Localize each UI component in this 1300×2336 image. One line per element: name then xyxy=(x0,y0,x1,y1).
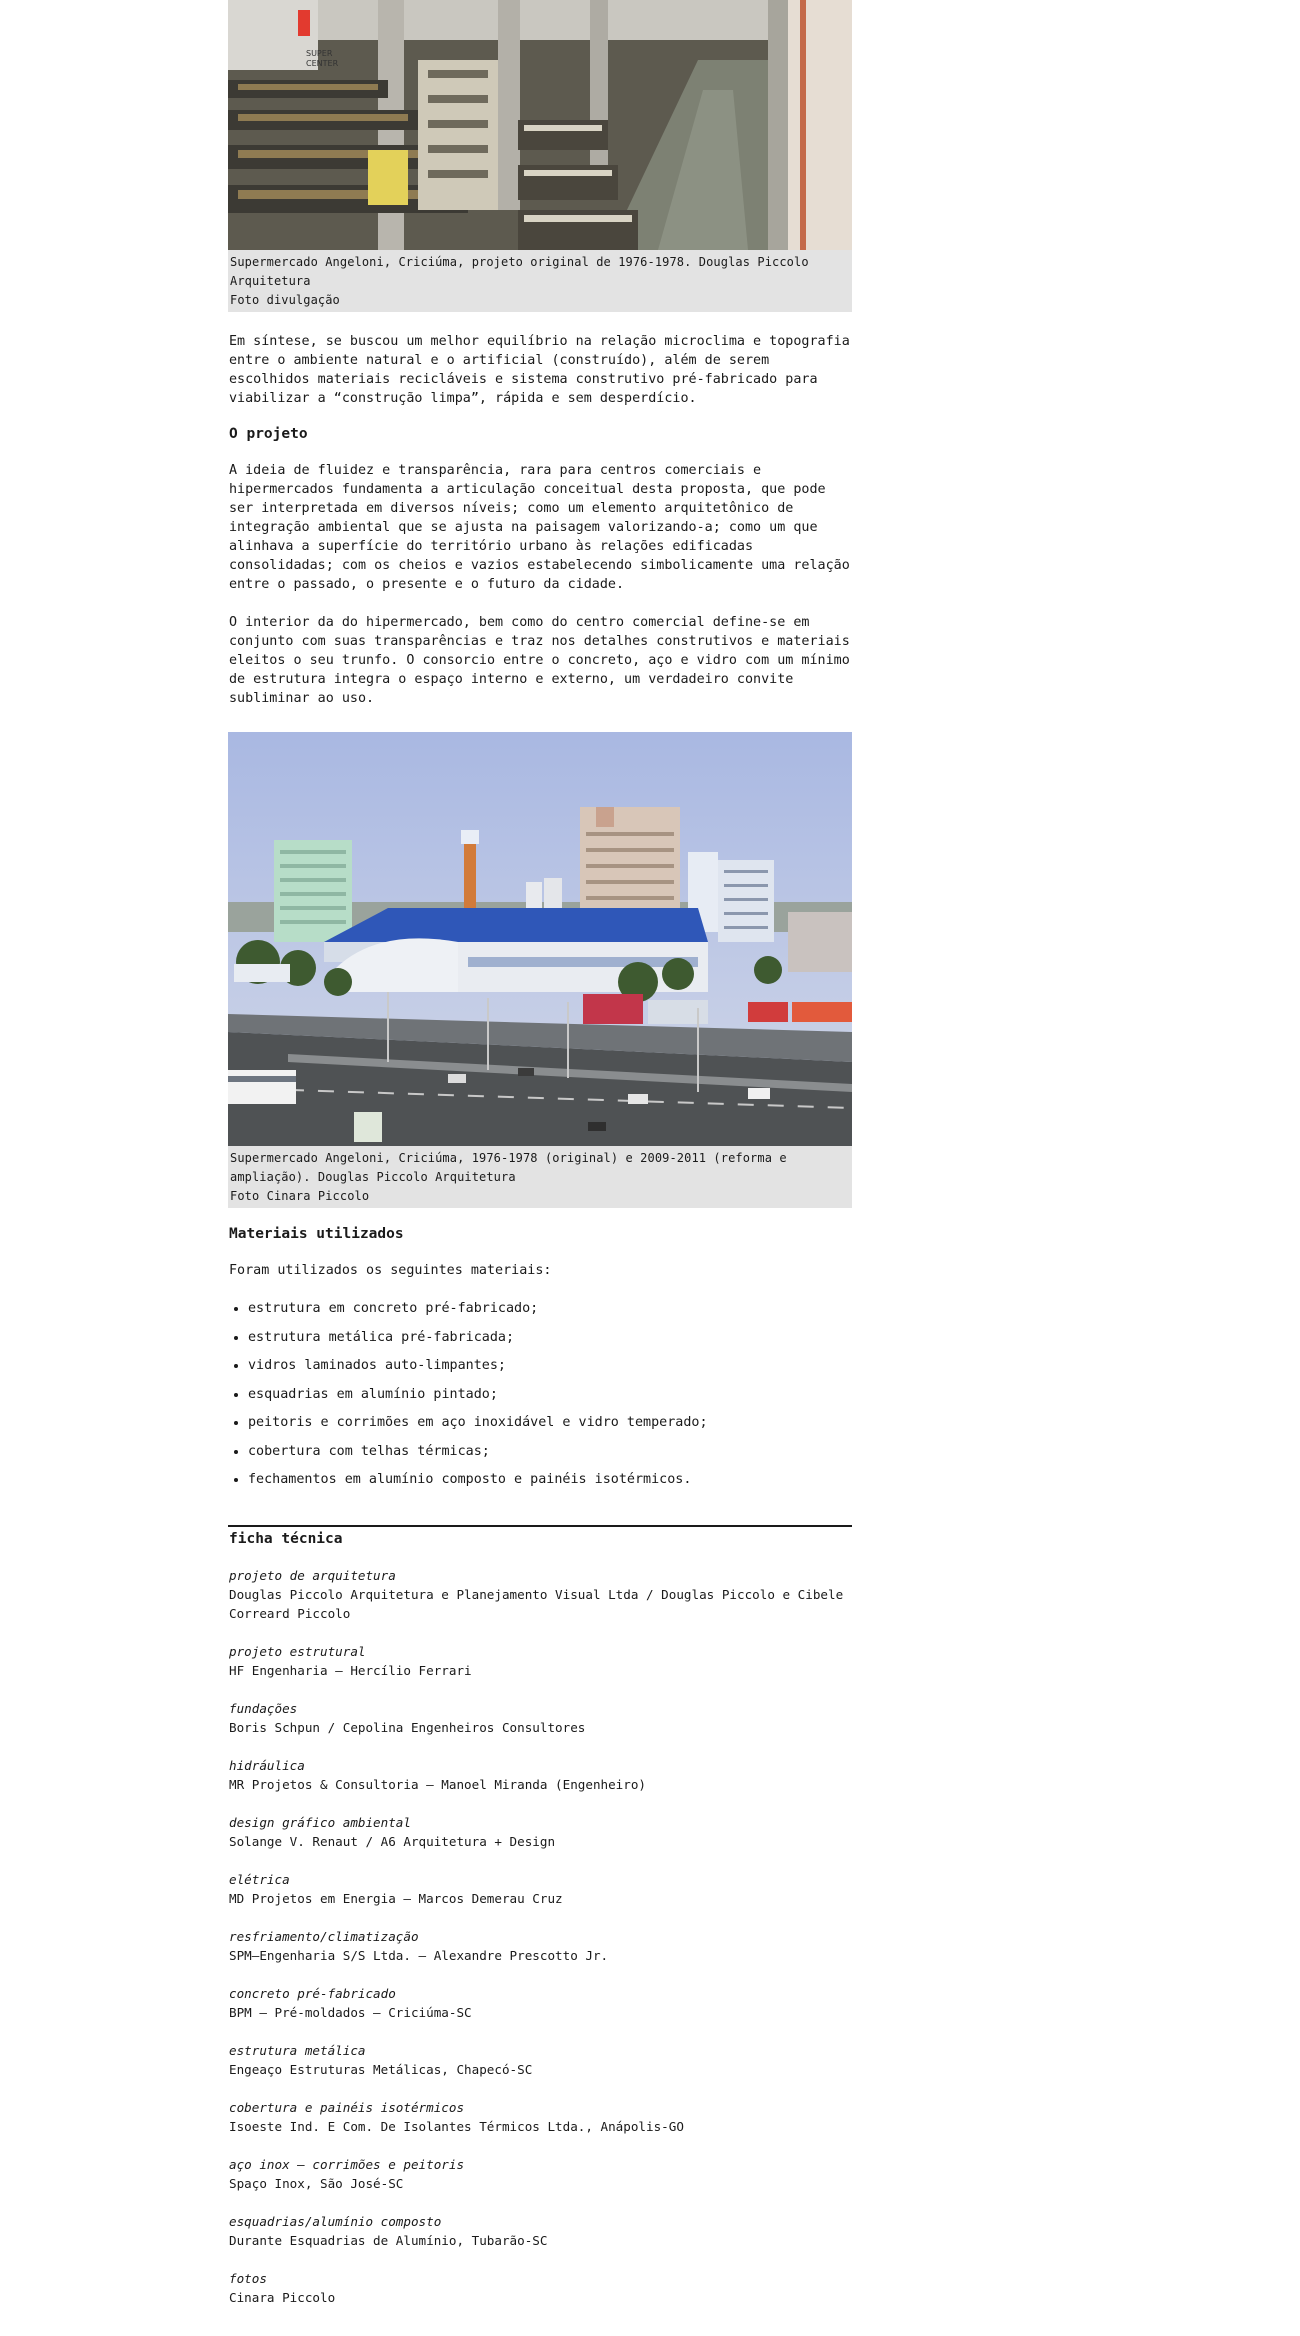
credit-entry xyxy=(228,1984,852,2022)
ficha-title: ficha técnica xyxy=(229,1530,343,1547)
credit-value: Durante Esquadrias de Alumínio, Tubarão-SC xyxy=(229,2232,548,2248)
credit-value: Solange V. Renaut / A6 Arquitetura + Design xyxy=(229,1833,556,1849)
list-item: • estrutura metálica pré-fabricada; xyxy=(248,1328,852,1347)
article-column xyxy=(228,0,852,2307)
credit-entry xyxy=(228,2098,852,2136)
credit-entry xyxy=(228,2155,852,2193)
credit-entry xyxy=(228,1699,852,1737)
svg-text:CENTER: CENTER xyxy=(306,59,339,68)
list-item: • estrutura em concreto pré-fabricado; xyxy=(248,1299,852,1318)
credit-role: cobertura e painéis isotérmicos xyxy=(229,2099,465,2115)
credit-value: MD Projetos em Energia – Marcos Demerau Cruz xyxy=(229,1890,563,1906)
credit-entry xyxy=(228,1870,852,1908)
credit-value: Engeaço Estruturas Metálicas, Chapecó-SC xyxy=(229,2061,533,2077)
credit-value: HF Engenharia – Hercílio Ferrari xyxy=(229,1662,472,1678)
credit-entry xyxy=(228,1566,852,1623)
credit-value: BPM – Pré-moldados – Criciúma-SC xyxy=(229,2004,472,2020)
list-item: • fechamentos em alumínio composto e painéis isotérmicos. xyxy=(248,1470,852,1489)
materials-intro: Foram utilizados os seguintes materiais: xyxy=(229,1263,552,1278)
photo1-caption-text: Supermercado Angeloni, Criciúma, projeto original de 1976-1978. Douglas Piccolo Arquitetura xyxy=(230,255,809,288)
credit-role: estrutura metálica xyxy=(229,2042,366,2058)
interior-illustration xyxy=(228,0,852,250)
svg-text:SUPER: SUPER xyxy=(306,49,333,58)
credit-entry xyxy=(228,1756,852,1794)
credit-role: fundações xyxy=(229,1700,298,1716)
credit-value: Spaço Inox, São José-SC xyxy=(229,2175,404,2191)
credit-value: Douglas Piccolo Arquitetura e Planejamento Visual Ltda / Douglas Piccolo e Cibele Correard Piccolo xyxy=(229,1586,844,1621)
list-item: • peitoris e corrimões em aço inoxidável e vidro temperado; xyxy=(248,1413,852,1432)
photo2-caption xyxy=(228,1146,852,1208)
credit-entry xyxy=(228,1927,852,1965)
supermarket-interior-photo xyxy=(228,0,852,250)
ficha-credits xyxy=(228,1566,852,2307)
list-item: • cobertura com telhas térmicas; xyxy=(248,1442,852,1461)
credit-role: esquadrias/alumínio composto xyxy=(229,2213,442,2229)
credit-value: SPM–Engenharia S/S Ltda. – Alexandre Prescotto Jr. xyxy=(229,1947,609,1963)
photo2-caption-credit: Foto Cinara Piccolo xyxy=(230,1189,370,1203)
photo1-caption xyxy=(228,250,852,312)
credit-entry xyxy=(228,2041,852,2079)
list-item: • vidros laminados auto-limpantes; xyxy=(248,1356,852,1375)
section-heading-projeto: O projeto xyxy=(229,426,308,442)
projeto-paragraph-2: O interior da do hipermercado, bem como do centro comercial define-se em conjunto com suas transparências e traz nos detalhes construtivos e materiais eleitos o seu trunfo. O consorcio entre o concreto, aço e vidro com um mínimo de estrutura integra o espaço interno e externo, um verdadeiro convite subliminar ao uso. xyxy=(229,615,850,706)
credit-value: Isoeste Ind. E Com. De Isolantes Térmicos Ltda., Anápolis-GO xyxy=(229,2118,684,2134)
credit-entry xyxy=(228,2212,852,2250)
list-item: • esquadrias em alumínio pintado; xyxy=(248,1385,852,1404)
credit-entry xyxy=(228,2269,852,2307)
credit-value: Boris Schpun / Cepolina Engenheiros Consultores xyxy=(229,1719,586,1735)
credit-role: elétrica xyxy=(229,1871,290,1887)
credit-role: hidráulica xyxy=(229,1757,305,1773)
credit-value: Cinara Piccolo xyxy=(229,2289,336,2305)
photo2-caption-text: Supermercado Angeloni, Criciúma, 1976-1978 (original) e 2009-2011 (reforma e ampliação). Douglas Piccolo Arquitetura xyxy=(230,1151,787,1184)
credit-entry xyxy=(228,1813,852,1851)
credit-role: projeto de arquitetura xyxy=(229,1567,396,1583)
materials-heading: Materiais utilizados xyxy=(229,1226,404,1242)
projeto-paragraph-1: A ideia de fluidez e transparência, rara para centros comerciais e hipermercados fundamenta a articulação conceitual desta proposta, que pode ser interpretada em diversos níveis; como um elemento arquitetônico de integração ambiental que se ajusta na paisagem valorizando-a; como um que alinhava a superfície do território urbano às relações edificadas consolidadas; com os cheios e vazios estabelecendo simbolicamente uma relação entre o passado, o presente e o futuro da cidade. xyxy=(229,463,850,592)
credit-role: aço inox – corrimões e peitoris xyxy=(229,2156,465,2172)
supermarket-exterior-photo xyxy=(228,732,852,1146)
credit-entry xyxy=(228,1642,852,1680)
intro-paragraph: Em síntese, se buscou um melhor equilíbrio na relação microclima e topografia entre o ambiente natural e o artificial (construído), além de serem escolhidos materiais recicláveis e sistema construtivo pré-fabricado para viabilizar a “construção limpa”, rápida e sem desperdício. xyxy=(229,334,850,406)
credit-role: fotos xyxy=(229,2270,267,2286)
credit-role: resfriamento/climatização xyxy=(229,1928,419,1944)
photo1-caption-credit: Foto divulgação xyxy=(230,293,340,307)
credit-role: projeto estrutural xyxy=(229,1643,366,1659)
exterior-illustration xyxy=(228,732,852,1146)
credit-role: design gráfico ambiental xyxy=(229,1814,411,1830)
credit-value: MR Projetos & Consultoria – Manoel Miranda (Engenheiro) xyxy=(229,1776,647,1792)
credit-role: concreto pré-fabricado xyxy=(229,1985,396,2001)
materials-list xyxy=(228,1299,852,1489)
